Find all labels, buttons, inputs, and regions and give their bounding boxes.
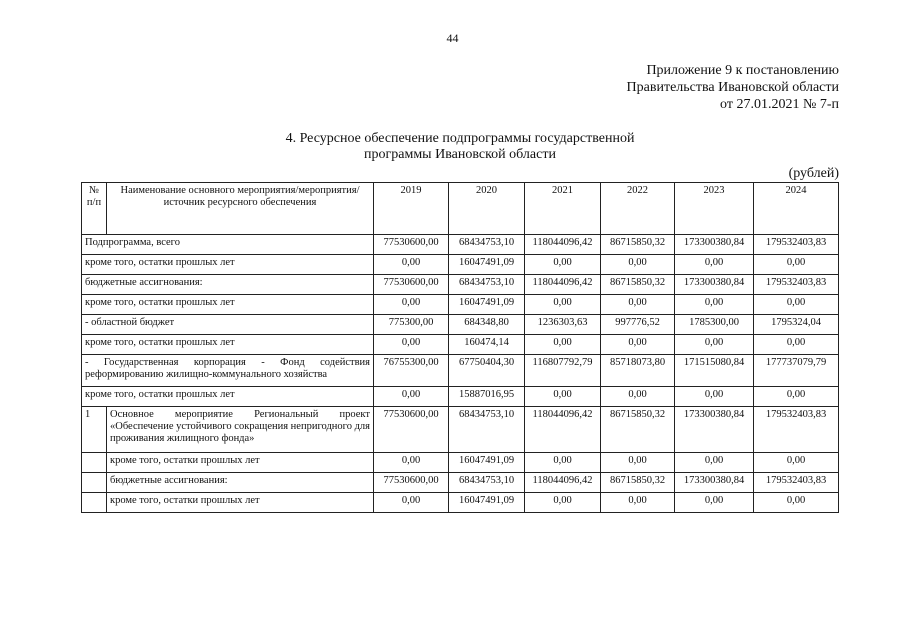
empty-num-cell <box>82 453 107 473</box>
table-cell: 0,00 <box>525 387 601 407</box>
table-cell: 0,00 <box>754 387 839 407</box>
table-cell: 0,00 <box>374 493 449 513</box>
table-cell: 67750404,30 <box>449 355 525 387</box>
table-cell: 15887016,95 <box>449 387 525 407</box>
table-cell: 16047491,09 <box>449 295 525 315</box>
table-row <box>82 493 839 513</box>
table-cell: 0,00 <box>525 295 601 315</box>
header-year: 2024 <box>754 183 839 235</box>
table-cell: 173300380,84 <box>675 275 754 295</box>
table-cell: 1795324,04 <box>754 315 839 335</box>
table-cell: 0,00 <box>754 453 839 473</box>
table-row <box>82 235 839 255</box>
table-cell: 0,00 <box>374 387 449 407</box>
table-cell: 0,00 <box>525 493 601 513</box>
table-cell: 179532403,83 <box>754 407 839 453</box>
row-label: - областной бюджет <box>82 315 374 335</box>
table-cell: 68434753,10 <box>449 275 525 295</box>
header-year: 2019 <box>374 183 449 235</box>
table-cell: 68434753,10 <box>449 235 525 255</box>
table-cell: 77530600,00 <box>374 407 449 453</box>
table-cell: 0,00 <box>525 453 601 473</box>
item-subrows <box>82 453 839 513</box>
table-cell: 0,00 <box>754 493 839 513</box>
table-cell: 118044096,42 <box>525 473 601 493</box>
item-num: 1 <box>82 407 107 453</box>
approval-line-1: Приложение 9 к постановлению <box>646 63 839 78</box>
table-cell: 118044096,42 <box>525 275 601 295</box>
table-row <box>82 255 839 275</box>
table-cell: 0,00 <box>525 255 601 275</box>
table-cell: 0,00 <box>754 255 839 275</box>
table-cell: 0,00 <box>525 335 601 355</box>
table-cell: 1785300,00 <box>675 315 754 335</box>
table-cell: 997776,52 <box>601 315 675 335</box>
table-cell: 16047491,09 <box>449 255 525 275</box>
table-cell: 179532403,83 <box>754 473 839 493</box>
table-cell: 0,00 <box>754 335 839 355</box>
units-label: (рублей) <box>788 166 839 181</box>
table-cell: 1236303,63 <box>525 315 601 335</box>
table-cell: 173300380,84 <box>675 235 754 255</box>
row-label: - Государственная корпорация - Фонд содействия реформированию жилищно-коммунального хозяйства <box>82 355 374 387</box>
table-cell: 77530600,00 <box>374 473 449 493</box>
document-title <box>160 131 760 163</box>
row-label: бюджетные ассигнования: <box>82 275 374 295</box>
table-cell: 684348,80 <box>449 315 525 335</box>
table-row <box>82 453 839 473</box>
table-cell: 0,00 <box>675 493 754 513</box>
table-cell: 0,00 <box>601 453 675 473</box>
header-num: № п/п <box>82 183 107 235</box>
table-cell: 0,00 <box>374 295 449 315</box>
resource-table <box>81 182 839 513</box>
table-cell: 118044096,42 <box>525 407 601 453</box>
empty-num-cell <box>82 473 107 493</box>
row-label: бюджетные ассигнования: <box>107 473 374 493</box>
table-cell: 86715850,32 <box>601 407 675 453</box>
table-cell: 177737079,79 <box>754 355 839 387</box>
empty-num-cell <box>82 493 107 513</box>
table-row <box>82 275 839 295</box>
header-year: 2023 <box>675 183 754 235</box>
row-label: кроме того, остатки прошлых лет <box>82 387 374 407</box>
row-label: кроме того, остатки прошлых лет <box>82 255 374 275</box>
row-label: кроме того, остатки прошлых лет <box>82 335 374 355</box>
table-cell: 85718073,80 <box>601 355 675 387</box>
table-cell: 0,00 <box>601 493 675 513</box>
table-cell: 179532403,83 <box>754 275 839 295</box>
approval-line-3: от 27.01.2021 № 7-п <box>720 97 839 112</box>
table-cell: 68434753,10 <box>449 473 525 493</box>
table-row <box>82 335 839 355</box>
row-label: кроме того, остатки прошлых лет <box>107 453 374 473</box>
table-cell: 16047491,09 <box>449 493 525 513</box>
title-line-1: 4. Ресурсное обеспечение подпрограммы государственной <box>285 131 635 146</box>
table-cell: 77530600,00 <box>374 235 449 255</box>
header-year: 2021 <box>525 183 601 235</box>
table-cell: 86715850,32 <box>601 235 675 255</box>
table-cell: 0,00 <box>374 335 449 355</box>
table-cell: 0,00 <box>675 255 754 275</box>
table-cell: 160474,14 <box>449 335 525 355</box>
item-label: Основное мероприятие Региональный проект «Обеспечение устойчивого сокращения непригодного для проживания жилищного фонда» <box>107 407 374 453</box>
table-cell: 171515080,84 <box>675 355 754 387</box>
title-line-2: программы Ивановской области <box>364 147 556 162</box>
page-number: 44 <box>446 31 459 45</box>
table-cell: 0,00 <box>374 453 449 473</box>
table-cell: 16047491,09 <box>449 453 525 473</box>
row-label: кроме того, остатки прошлых лет <box>107 493 374 513</box>
table-row <box>82 355 839 387</box>
table-cell: 68434753,10 <box>449 407 525 453</box>
table-cell: 0,00 <box>374 255 449 275</box>
approval-line-2: Правительства Ивановской области <box>626 80 839 95</box>
table-cell: 173300380,84 <box>675 473 754 493</box>
table-cell: 775300,00 <box>374 315 449 335</box>
table-cell: 0,00 <box>675 335 754 355</box>
table-cell: 0,00 <box>675 387 754 407</box>
header-name: Наименование основного мероприятия/мероприятия/источник ресурсного обеспечения <box>107 183 374 235</box>
table-cell: 118044096,42 <box>525 235 601 255</box>
table-cell: 0,00 <box>675 453 754 473</box>
table-header-row <box>82 183 839 235</box>
row-label: Подпрограмма, всего <box>82 235 374 255</box>
table-cell: 0,00 <box>601 255 675 275</box>
table-cell: 0,00 <box>754 295 839 315</box>
table-cell: 179532403,83 <box>754 235 839 255</box>
table-row <box>82 295 839 315</box>
header-year: 2022 <box>601 183 675 235</box>
row-label: кроме того, остатки прошлых лет <box>82 295 374 315</box>
table-cell: 0,00 <box>601 295 675 315</box>
header-year: 2020 <box>449 183 525 235</box>
table-cell: 0,00 <box>601 387 675 407</box>
table-cell: 173300380,84 <box>675 407 754 453</box>
table-cell: 76755300,00 <box>374 355 449 387</box>
item-row <box>82 407 839 453</box>
table-row <box>82 387 839 407</box>
summary-rows <box>82 235 839 407</box>
table-row <box>82 315 839 335</box>
table-cell: 0,00 <box>601 335 675 355</box>
table-cell: 0,00 <box>675 295 754 315</box>
table-cell: 77530600,00 <box>374 275 449 295</box>
table-cell: 86715850,32 <box>601 473 675 493</box>
table-cell: 116807792,79 <box>525 355 601 387</box>
table-cell: 86715850,32 <box>601 275 675 295</box>
table-row <box>82 473 839 493</box>
approval-block <box>627 62 839 113</box>
